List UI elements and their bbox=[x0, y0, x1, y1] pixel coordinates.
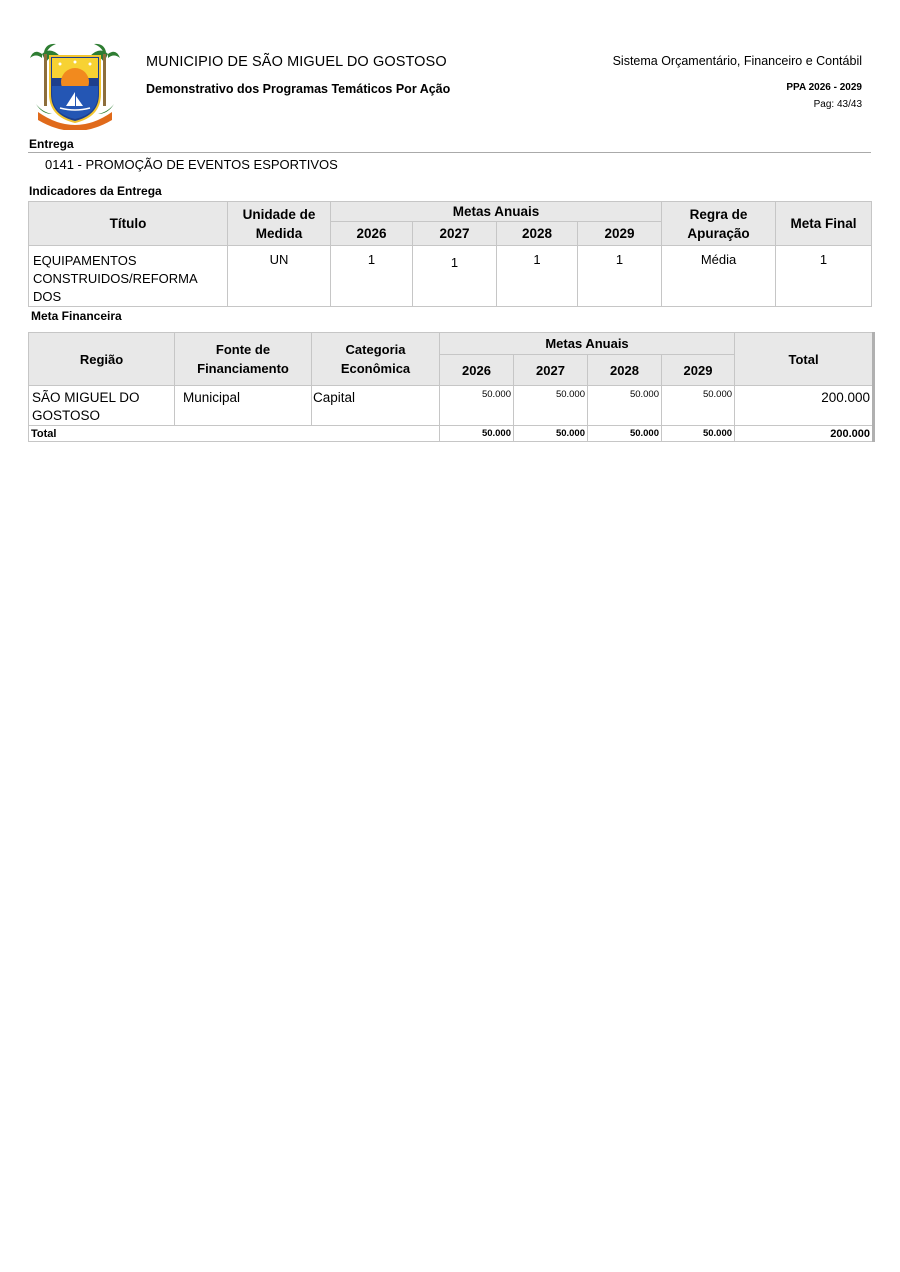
indicadores-heading: Indicadores da Entrega bbox=[29, 184, 162, 198]
cell-titulo-line2: CONSTRUIDOS/REFORMA bbox=[33, 271, 198, 286]
col-header-total: Total bbox=[735, 333, 874, 386]
total-valor-2028: 50.000 bbox=[588, 426, 662, 442]
cell-titulo bbox=[29, 246, 228, 307]
col-header-fonte-line2: Financiamento bbox=[197, 361, 289, 376]
col-header-unidade-line2: Medida bbox=[255, 225, 303, 241]
ppa-period: PPA 2026 - 2029 bbox=[786, 82, 862, 93]
cell-valor-2029: 50.000 bbox=[662, 386, 735, 426]
col-header-categoria-line1: Categoria bbox=[345, 342, 406, 357]
col-header-unidade bbox=[228, 202, 331, 246]
col-header-year-2027: 2027 bbox=[514, 355, 588, 386]
entrega-value: 0141 - PROMOÇÃO DE EVENTOS ESPORTIVOS bbox=[45, 157, 338, 172]
cell-unidade: UN bbox=[228, 246, 331, 307]
col-header-regra-line1: Regra de bbox=[689, 206, 748, 222]
cell-meta-2029: 1 bbox=[578, 246, 662, 307]
col-header-regra bbox=[662, 202, 776, 246]
col-header-metas-anuais: Metas Anuais bbox=[440, 333, 735, 355]
entrega-divider bbox=[28, 152, 871, 153]
total-valor-2029: 50.000 bbox=[662, 426, 735, 442]
col-header-year-2029: 2029 bbox=[578, 222, 662, 246]
cell-meta-2028: 1 bbox=[497, 246, 578, 307]
cell-total: 200.000 bbox=[735, 386, 874, 426]
meta-financeira-heading: Meta Financeira bbox=[31, 309, 122, 323]
meta-financeira-table bbox=[28, 332, 875, 442]
report-title: Demonstrativo dos Programas Temáticos Por Ação bbox=[146, 82, 451, 96]
cell-regra: Média bbox=[662, 246, 776, 307]
col-header-year-2028: 2028 bbox=[497, 222, 578, 246]
cell-titulo-line3: DOS bbox=[33, 289, 62, 304]
col-header-year-2026: 2026 bbox=[440, 355, 514, 386]
col-header-titulo: Título bbox=[29, 202, 228, 246]
col-header-regiao: Região bbox=[29, 333, 175, 386]
total-valor-2027: 50.000 bbox=[514, 426, 588, 442]
col-header-year-2027: 2027 bbox=[413, 222, 497, 246]
table-row bbox=[29, 246, 872, 307]
cell-valor-2028: 50.000 bbox=[588, 386, 662, 426]
col-header-unidade-line1: Unidade de bbox=[242, 206, 316, 222]
col-header-categoria bbox=[312, 333, 440, 386]
table-row bbox=[29, 386, 874, 426]
cell-regiao bbox=[29, 386, 175, 426]
cell-valor-2026: 50.000 bbox=[440, 386, 514, 426]
entrega-heading: Entrega bbox=[29, 137, 74, 151]
col-header-categoria-line2: Econômica bbox=[340, 361, 411, 376]
cell-meta-2027: 1 bbox=[413, 246, 497, 307]
total-geral: 200.000 bbox=[735, 426, 874, 442]
totals-label: Total bbox=[29, 426, 440, 442]
indicadores-table bbox=[28, 201, 872, 307]
cell-regiao-line2: GOSTOSO bbox=[32, 408, 101, 423]
totals-row bbox=[29, 426, 874, 442]
municipal-coat-of-arms-icon bbox=[28, 42, 122, 130]
cell-fonte: Municipal bbox=[175, 386, 312, 426]
cell-meta-final: 1 bbox=[776, 246, 872, 307]
cell-valor-2027: 50.000 bbox=[514, 386, 588, 426]
col-header-year-2026: 2026 bbox=[331, 222, 413, 246]
cell-categoria: Capital bbox=[312, 386, 440, 426]
col-header-regra-line2: Apuração bbox=[687, 225, 750, 241]
system-name: Sistema Orçamentário, Financeiro e Contábil bbox=[612, 54, 862, 68]
col-header-metas-anuais: Metas Anuais bbox=[331, 202, 662, 222]
col-header-meta-final: Meta Final bbox=[776, 202, 872, 246]
col-header-fonte bbox=[175, 333, 312, 386]
cell-titulo-line1: EQUIPAMENTOS bbox=[33, 253, 137, 268]
col-header-year-2029: 2029 bbox=[662, 355, 735, 386]
municipality-name: MUNICIPIO DE SÃO MIGUEL DO GOSTOSO bbox=[146, 54, 447, 70]
col-header-year-2028: 2028 bbox=[588, 355, 662, 386]
cell-meta-2026: 1 bbox=[331, 246, 413, 307]
total-valor-2026: 50.000 bbox=[440, 426, 514, 442]
col-header-fonte-line1: Fonte de bbox=[215, 342, 271, 357]
cell-regiao-line1: SÃO MIGUEL DO bbox=[32, 390, 140, 405]
page-number: Pag: 43/43 bbox=[813, 99, 862, 110]
